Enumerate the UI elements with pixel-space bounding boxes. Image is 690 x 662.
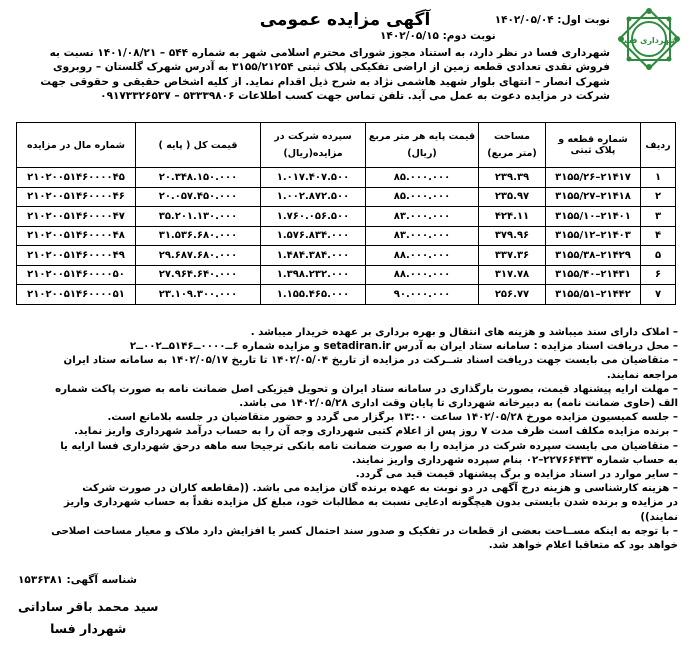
note-line: – محل دریافت اسناد مزایده : سامانه ستاد ایران به آدرس setadiran.ir و مزایده شماره ۶ــ۰۰۰۰ــ۵۱۴۶ــ۰۰۲ــ۲: [129, 341, 678, 353]
col-row: ردیف: [641, 123, 676, 168]
table-row: [17, 226, 676, 246]
note-line: – متقاضیان می بایست سپرده شرکت در مزایده را به صورت ضمانت نامه بانکی ترجیحا سه ماهه درحق شهرداری فسا ارایه یا: [60, 440, 678, 452]
intro-line: شهرک انصار – انتهای بلوار شهید هاشمی نژاد به شرح ذیل اقدام نماید. از کلیه اشخاص حقیقی و حقوقی جهت: [40, 75, 610, 88]
cell-auction-no: ۲۱۰۲۰۰۵۱۴۶۰۰۰۰۴۵: [17, 168, 136, 188]
note-line: – سایر موارد در اسناد مزایده و برگ پیشنهاد قیمت قید می گردد.: [355, 469, 678, 481]
cell-plot: ۲۱۴۱۸–۳۱۵۵/۲۷: [546, 187, 641, 207]
cell-price: ۸۸.۰۰۰.۰۰۰: [366, 246, 479, 266]
cell-total: ۳۱.۵۳۶.۶۸۰.۰۰۰: [136, 226, 261, 246]
cell-deposit: ۱.۳۹۸.۲۳۲.۰۰۰: [261, 265, 366, 285]
cell-plot: ۲۱۴۴۲–۳۱۵۵/۵۱: [546, 285, 641, 305]
cell-area: ۲۵۶.۷۷: [479, 285, 546, 305]
cell-area: ۳۳۷.۳۶: [479, 246, 546, 266]
cell-auction-no: ۲۱۰۲۰۰۵۱۴۶۰۰۰۰۴۷: [17, 207, 136, 227]
cell-price: ۸۸.۰۰۰.۰۰۰: [366, 265, 479, 285]
note-line: – با توجه به اینکه مســاحت بعضی از قطعات در تفکیک و صدور سند احتمال کسر یا افزایش دارد ملاک و معیار مساحت اصلاحی: [51, 525, 678, 537]
intro-text: [18, 46, 610, 104]
cell-price: ۸۳.۰۰۰.۰۰۰: [366, 207, 479, 227]
col-price: قیمت پایه هر متر مربع (ریال): [366, 123, 479, 168]
cell-price: ۸۵.۰۰۰.۰۰۰: [366, 168, 479, 188]
col-total: قیمت کل ( پایه ): [136, 123, 261, 168]
cell-deposit: ۱.۱۵۵.۴۶۵.۰۰۰: [261, 285, 366, 305]
cell-area: ۳۱۷.۷۸: [479, 265, 546, 285]
cell-price: ۸۵.۰۰۰.۰۰۰: [366, 187, 479, 207]
table-row: [17, 246, 676, 266]
cell-plot: ۲۱۴۲۹–۳۱۵۵/۳۸: [546, 246, 641, 266]
cell-row: ۷: [641, 285, 676, 305]
cell-plot: ۲۱۴۰۱–۳۱۵۵/۱۰: [546, 207, 641, 227]
cell-total: ۳۵.۲۰۱.۱۳۰.۰۰۰: [136, 207, 261, 227]
cell-total: ۲۷.۹۶۴.۶۴۰.۰۰۰: [136, 265, 261, 285]
first-notice-date: نوبت اول: ۱۴۰۲/۰۵/۰۴: [494, 14, 610, 26]
cell-auction-no: ۲۱۰۲۰۰۵۱۴۶۰۰۰۰۵۰: [17, 265, 136, 285]
note-line: – متقاضیان می بایست جهت دریافت اسناد شــرکت در مزایده از تاریخ ۱۴۰۲/۰۵/۰۴ تا تاریخ ۱۴۰۲/۰۵/۱۷ به سامانه ستاد ایران: [63, 355, 678, 367]
cell-deposit: ۱.۴۸۴.۳۸۴.۰۰۰: [261, 246, 366, 266]
page-title: آگهی مزایده عمومی: [259, 10, 431, 30]
note-line: مراجعه نمایند.: [606, 369, 678, 381]
col-deposit: سپرده شرکت در مزایده(ریال): [261, 123, 366, 168]
table-row: [17, 168, 676, 188]
signer-role: شهردار فسا: [50, 621, 127, 636]
note-line: به حساب شماره ۲۲۷۶۶۴۳۳–۰۲ بنام سپرده شهرداری واریز نمایند.: [351, 454, 678, 466]
col-plot: شماره قطعه و پلاک ثبتی: [546, 123, 641, 168]
note-line: نمایند)): [640, 511, 678, 523]
cell-row: ۴: [641, 226, 676, 246]
col-auction-no: شماره مال در مزایده: [17, 123, 136, 168]
cell-price: ۸۳.۰۰۰.۰۰۰: [366, 226, 479, 246]
table-row: [17, 207, 676, 227]
cell-total: ۲۹.۶۸۷.۶۸۰.۰۰۰: [136, 246, 261, 266]
intro-line: شرکت در مزایده دعوت به عمل می آید. تلفن تماس جهت کسب اطلاعات ۵۳۳۳۹۸۰۶ – ۰۹۱۷۳۳۲۶۵۳۷: [100, 90, 610, 103]
cell-row: ۶: [641, 265, 676, 285]
table-row: [17, 285, 676, 305]
cell-area: ۲۳۵.۹۷: [479, 187, 546, 207]
cell-auction-no: ۲۱۰۲۰۰۵۱۴۶۰۰۰۰۵۱: [17, 285, 136, 305]
cell-total: ۲۳.۱۰۹.۳۰۰.۰۰۰: [136, 285, 261, 305]
cell-deposit: ۱.۷۶۰.۰۵۶.۵۰۰: [261, 207, 366, 227]
cell-price: ۹۰.۰۰۰.۰۰۰: [366, 285, 479, 305]
cell-total: ۲۰.۳۴۸.۱۵۰.۰۰۰: [136, 168, 261, 188]
signer-name: سید محمد باقر ساداتی: [18, 599, 159, 614]
intro-line: شهرداری فسا در نظر دارد، به استناد مجوز شورای محترم اسلامی شهر به شماره ۵۴۴ – ۱۴۰۱/۰۸/۲۱ نسبت به: [49, 47, 610, 59]
cell-row: ۵: [641, 246, 676, 266]
cell-row: ۳: [641, 207, 676, 227]
plots-table: [16, 122, 676, 305]
note-line: خواهد بود که متعاقبا اعلام خواهد شد.: [488, 540, 678, 552]
intro-line: فروش نقدی تعدادی قطعه زمین از اراضی تفکیکی پلاک ثبتی ۳۱۵۵/۲۱۲۵۴ به آدرس شهرک گلستان – روبروی: [52, 61, 610, 74]
cell-auction-no: ۲۱۰۲۰۰۵۱۴۶۰۰۰۰۴۹: [17, 246, 136, 266]
cell-auction-no: ۲۱۰۲۰۰۵۱۴۶۰۰۰۰۴۶: [17, 187, 136, 207]
logo-text: شهرداری فسا: [620, 36, 678, 45]
note-line: – هزینه کارشناسی و هزینه درج آگهی در دو نوبت به عهده برنده گان مزایده می باشد. ((مقاطعه کاران در صورت شرکت: [82, 483, 678, 495]
table-row: [17, 265, 676, 285]
cell-row: ۱: [641, 168, 676, 188]
note-line: – جلسه کمیسیون مزایده مورخ ۱۴۰۲/۰۵/۲۸ ساعت ۱۳:۰۰ برگزار می گردد و حضور متقاضیان در جلسه بلامانع است.: [107, 412, 678, 424]
table-row: [17, 187, 676, 207]
cell-area: ۳۷۹.۹۶: [479, 226, 546, 246]
note-line: در مزایده و برنده شدن بایستی بدون هیچگونه ادعایی نسبت به مطالبات خود، مبلغ کل مزایده نقداً به حساب شهرداری واریز: [64, 497, 678, 509]
second-notice-date: نوبت دوم: ۱۴۰۲/۰۵/۱۵: [380, 30, 496, 42]
cell-plot: ۲۱۴۰۳–۳۱۵۵/۱۲: [546, 226, 641, 246]
cell-plot: ۲۱۴۳۱–۳۱۵۵/۴۰: [546, 265, 641, 285]
cell-deposit: ۱.۰۱۷.۴۰۷.۵۰۰: [261, 168, 366, 188]
cell-plot: ۲۱۴۱۷–۳۱۵۵/۲۶: [546, 168, 641, 188]
cell-area: ۴۲۴.۱۱: [479, 207, 546, 227]
note-line: – برنده مزایده مکلف است ظرف مدت ۷ روز پس از اعلام کتبی شهرداری وجه آن را به حساب درآمد شهرداری واریز نماید.: [74, 426, 678, 438]
table-header-row: [17, 123, 676, 168]
cell-area: ۲۳۹.۳۹: [479, 168, 546, 188]
cell-auction-no: ۲۱۰۲۰۰۵۱۴۶۰۰۰۰۴۸: [17, 226, 136, 246]
cell-row: ۲: [641, 187, 676, 207]
ad-identifier: شناسه آگهی: ۱۵۳۶۳۸۱: [18, 574, 137, 586]
cell-deposit: ۱.۰۰۲.۸۷۲.۵۰۰: [261, 187, 366, 207]
note-line: – مهلت ارایه پیشنهاد قیمت، بصورت بارگذاری در سامانه ستاد ایران و تحویل فیزیکی اصل ضمانت نامه به صورت پاکت شماره: [55, 383, 678, 395]
note-line: – املاک دارای سند میباشد و هزینه های انتقال و بهره برداری بر عهده خریدار میباشد .: [250, 327, 678, 338]
cell-total: ۲۰.۰۵۷.۴۵۰.۰۰۰: [136, 187, 261, 207]
col-area: مساحت (متر مربع): [479, 123, 546, 168]
notes-list: [14, 326, 678, 553]
signature-block: [18, 596, 158, 640]
cell-deposit: ۱.۵۷۶.۸۳۴.۰۰۰: [261, 226, 366, 246]
note-line: الف (حاوی ضمانت نامه) به دبیرخانه شهرداری تا پایان وقت اداری ۱۴۰۲/۰۵/۲۸ می باشد.: [239, 398, 678, 410]
